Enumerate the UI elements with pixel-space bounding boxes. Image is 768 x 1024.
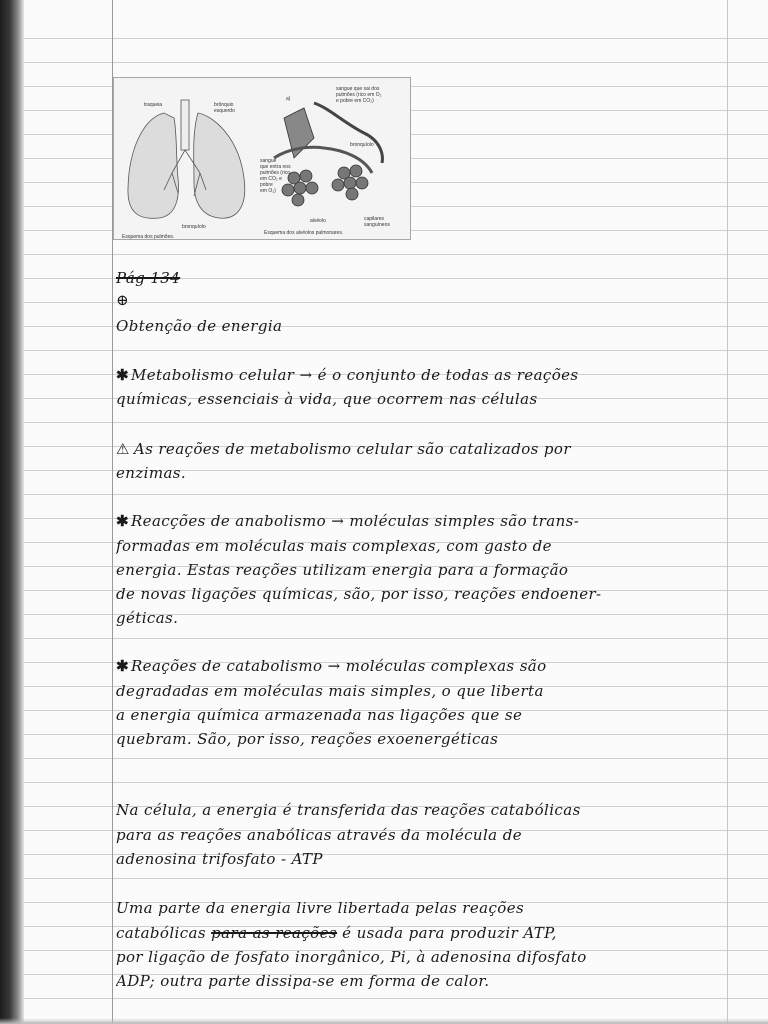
- metabolism-text-1: Metabolismo celular → é o conjunto de todas as reações: [130, 366, 579, 384]
- anabolism-line-3: energia. Estas reações utilizam energia para a formação: [116, 561, 569, 579]
- free-energy-line-2: [116, 922, 766, 944]
- label-trachea: traqueia: [144, 102, 163, 108]
- warning-text-1: As reações de metabolismo celular são catalizados por: [133, 440, 571, 458]
- anabolism-text-1: Reacções de anabolismo → moléculas simples são trans-: [130, 512, 580, 530]
- free-energy-text-2a: catabólicas: [116, 924, 206, 942]
- catabolism-line-1: [116, 655, 766, 677]
- page-reference: Pág 134: [116, 269, 181, 287]
- catabolism-line-3: a energia química armazenada nas ligações que se: [116, 706, 523, 724]
- caption-lungs: Esquema dos pulmões.: [122, 234, 175, 240]
- struck-out-text: para as reações: [211, 924, 337, 942]
- catabolism-line-4: quebram. São, por isso, reações exoenergéticas: [116, 730, 499, 748]
- label-bronchiole-right: bronquíolo: [350, 142, 374, 148]
- anabolism-line-1: [116, 510, 766, 532]
- metabolism-line-1: [116, 364, 766, 386]
- asterisk-bullet-icon: ✱: [116, 657, 129, 675]
- caption-alveoli: Esquema dos alvéolos pulmonares.: [264, 230, 344, 236]
- label-alveolus: alvéolo: [310, 218, 326, 224]
- label-left-bronchus: brônquio esquerdo: [214, 102, 235, 114]
- lungs-drawing: [128, 100, 245, 218]
- anabolism-line-5: géticas.: [116, 609, 179, 627]
- cell-line-3: adenosina trifosfato - ATP: [116, 850, 323, 868]
- anabolism-line-4: de novas ligações químicas, são, por isso, reações endoener-: [116, 585, 602, 603]
- free-energy-text-2b: é usada para produzir ATP,: [342, 924, 557, 942]
- asterisk-bullet-icon: ✱: [116, 366, 129, 384]
- label-bronchiole-left: bronquíolo: [182, 224, 206, 230]
- free-energy-line-1: Uma parte da energia livre libertada pelas reações: [116, 899, 525, 917]
- free-energy-line-4: ADP; outra parte dissipa-se em forma de calor.: [116, 972, 490, 990]
- notebook-spine: [0, 0, 24, 1024]
- section-title: Obtenção de energia: [116, 317, 283, 335]
- asterisk-bullet-icon: ✱: [116, 512, 129, 530]
- label-blood-out: sangue que sai dos pulmões (rico em O₂ e pobre em CO₂): [336, 86, 382, 104]
- label-a: a): [286, 96, 291, 102]
- circle-mark: ⊕: [116, 291, 129, 309]
- cell-line-2: para as reações anabólicas através da molécula de: [116, 826, 522, 844]
- free-energy-line-3: por ligação de fosfato inorgânico, Pi, à adenosina difosfato: [116, 948, 587, 966]
- warning-line-2: enzimas.: [116, 464, 187, 482]
- metabolism-line-2: químicas, essenciais à vida, que ocorrem nas células: [116, 390, 538, 408]
- label-blood-in: sangue que entra nos pulmões (rico em CO₂ e pobre em O₂): [260, 158, 291, 194]
- warning-triangle-icon: ⚠: [116, 440, 130, 458]
- catabolism-text-1: Reações de catabolismo → moléculas complexas são: [130, 657, 547, 675]
- catabolism-line-2: degradadas em moléculas mais simples, o que liberta: [116, 682, 544, 700]
- lung-alveoli-diagram: [113, 77, 411, 240]
- label-capillaries: capilares sanguíneos: [364, 216, 390, 228]
- warning-line-1: [116, 438, 766, 460]
- page-bottom-shadow: [0, 1018, 768, 1024]
- cell-line-1: Na célula, a energia é transferida das reações catabólicas: [116, 801, 581, 819]
- anabolism-line-2: formadas em moléculas mais complexas, com gasto de: [116, 537, 552, 555]
